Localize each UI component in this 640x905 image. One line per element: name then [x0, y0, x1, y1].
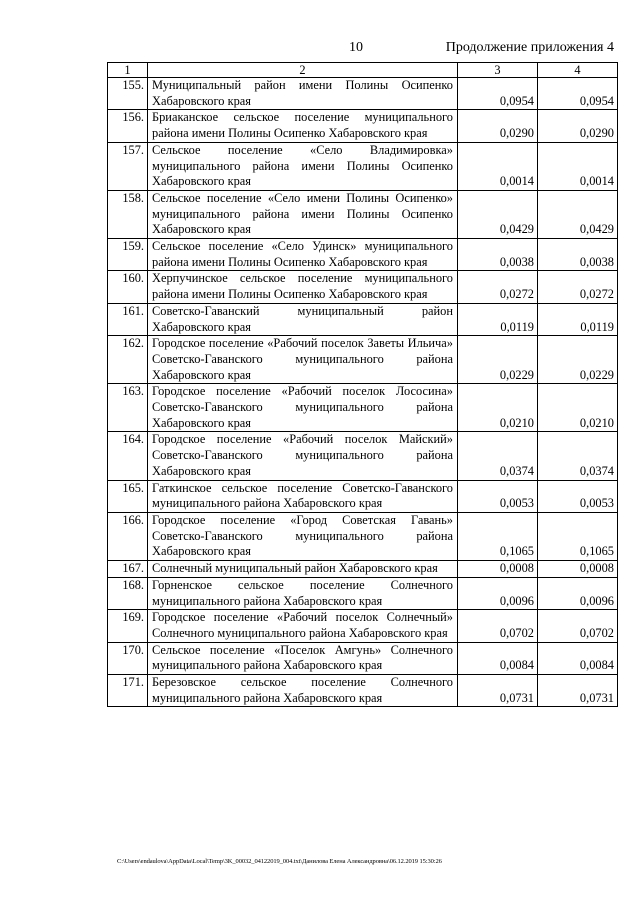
- value-col3-cell: 0,0119: [458, 303, 538, 335]
- table-row: [108, 110, 618, 142]
- territory-name-cell: Березовское сельское поселение Солнечного муниципального района Хабаровского края: [148, 675, 458, 707]
- value-col4-cell: 0,0008: [538, 561, 618, 578]
- value-col4-cell: 0,0119: [538, 303, 618, 335]
- value-col3-cell: 0,0731: [458, 675, 538, 707]
- value-col4-cell: 0,0229: [538, 336, 618, 384]
- value-col4-cell: 0,0038: [538, 239, 618, 271]
- territory-name-cell: Гаткинское сельское поселение Советско-Гаванского муниципального района Хабаровского края: [148, 480, 458, 512]
- file-path-footer: C:\Users\endaulova\AppData\Local\Temp\3K_00032_04122019_004.txt\Данилова Елена Александровна\06.12.2019 15:30:26: [117, 858, 442, 865]
- row-number-cell: 166.: [108, 512, 148, 560]
- value-col3-cell: 0,0954: [458, 78, 538, 110]
- territory-name-cell: Сельское поселение «Село Владимировка» муниципального района имени Полины Осипенко Хабаровского края: [148, 142, 458, 190]
- table-row: [108, 142, 618, 190]
- table-row: [108, 561, 618, 578]
- territory-name-cell: Городское поселение «Рабочий поселок Майский» Советско-Гаванского муниципального района Хабаровского края: [148, 432, 458, 480]
- continuation-heading: Продолжение приложения 4: [445, 40, 614, 55]
- value-col4-cell: 0,0702: [538, 610, 618, 642]
- value-col3-cell: 0,1065: [458, 512, 538, 560]
- row-number-cell: 167.: [108, 561, 148, 578]
- territory-name-cell: Муниципальный район имени Полины Осипенко Хабаровского края: [148, 78, 458, 110]
- territory-name-cell: Солнечный муниципальный район Хабаровского края: [148, 561, 458, 578]
- value-col3-cell: 0,0702: [458, 610, 538, 642]
- table-row: [108, 78, 618, 110]
- column-header: 4: [538, 63, 618, 78]
- table-row: [108, 512, 618, 560]
- territory-name-cell: Городское поселение «Рабочий поселок Заветы Ильича» Советско-Гаванского муниципального района Хабаровского края: [148, 336, 458, 384]
- row-number-cell: 171.: [108, 675, 148, 707]
- row-number-cell: 160.: [108, 271, 148, 303]
- row-number-cell: 158.: [108, 190, 148, 238]
- value-col3-cell: 0,0014: [458, 142, 538, 190]
- value-col4-cell: 0,0053: [538, 480, 618, 512]
- table-row: [108, 642, 618, 674]
- table-row: [108, 432, 618, 480]
- table-row: [108, 384, 618, 432]
- value-col3-cell: 0,0229: [458, 336, 538, 384]
- value-col3-cell: 0,0096: [458, 577, 538, 609]
- territory-name-cell: Городское поселение «Рабочий поселок Солнечный» Солнечного муниципального района Хабаровского края: [148, 610, 458, 642]
- territory-name-cell: Бриаканское сельское поселение муниципального района имени Полины Осипенко Хабаровского края: [148, 110, 458, 142]
- table-row: [108, 239, 618, 271]
- territory-name-cell: Сельское поселение «Поселок Амгунь» Солнечного муниципального района Хабаровского края: [148, 642, 458, 674]
- row-number-cell: 157.: [108, 142, 148, 190]
- territory-name-cell: Горненское сельское поселение Солнечного муниципального района Хабаровского края: [148, 577, 458, 609]
- territory-name-cell: Городское поселение «Город Советская Гавань» Советско-Гаванского муниципального района Хабаровского края: [148, 512, 458, 560]
- value-col4-cell: 0,1065: [538, 512, 618, 560]
- value-col3-cell: 0,0272: [458, 271, 538, 303]
- territory-name-cell: Херпучинское сельское поселение муниципального района имени Полины Осипенко Хабаровского края: [148, 271, 458, 303]
- row-number-cell: 162.: [108, 336, 148, 384]
- row-number-cell: 164.: [108, 432, 148, 480]
- value-col3-cell: 0,0210: [458, 384, 538, 432]
- table-row: [108, 271, 618, 303]
- value-col4-cell: 0,0954: [538, 78, 618, 110]
- value-col3-cell: 0,0374: [458, 432, 538, 480]
- row-number-cell: 165.: [108, 480, 148, 512]
- value-col3-cell: 0,0008: [458, 561, 538, 578]
- row-number-cell: 163.: [108, 384, 148, 432]
- row-number-cell: 161.: [108, 303, 148, 335]
- value-col3-cell: 0,0053: [458, 480, 538, 512]
- column-header: 2: [148, 63, 458, 78]
- row-number-cell: 168.: [108, 577, 148, 609]
- value-col3-cell: 0,0290: [458, 110, 538, 142]
- value-col4-cell: 0,0374: [538, 432, 618, 480]
- territory-name-cell: Городское поселение «Рабочий поселок Лососина» Советско-Гаванского муниципального района Хабаровского края: [148, 384, 458, 432]
- row-number-cell: 155.: [108, 78, 148, 110]
- page-number: 10: [349, 40, 363, 55]
- row-number-cell: 169.: [108, 610, 148, 642]
- table-row: [108, 480, 618, 512]
- column-number-row: [108, 63, 618, 78]
- value-col4-cell: 0,0084: [538, 642, 618, 674]
- row-number-cell: 159.: [108, 239, 148, 271]
- value-col3-cell: 0,0429: [458, 190, 538, 238]
- table-row: [108, 190, 618, 238]
- value-col4-cell: 0,0014: [538, 142, 618, 190]
- column-header: 1: [108, 63, 148, 78]
- territory-name-cell: Сельское поселение «Село имени Полины Осипенко» муниципального района имени Полины Осипенко Хабаровского края: [148, 190, 458, 238]
- table-row: [108, 675, 618, 707]
- row-number-cell: 170.: [108, 642, 148, 674]
- value-col4-cell: 0,0096: [538, 577, 618, 609]
- value-col4-cell: 0,0429: [538, 190, 618, 238]
- value-col4-cell: 0,0272: [538, 271, 618, 303]
- column-header: 3: [458, 63, 538, 78]
- table-row: [108, 336, 618, 384]
- table-row: [108, 610, 618, 642]
- value-col4-cell: 0,0731: [538, 675, 618, 707]
- row-number-cell: 156.: [108, 110, 148, 142]
- territory-name-cell: Сельское поселение «Село Удинск» муниципального района имени Полины Осипенко Хабаровского края: [148, 239, 458, 271]
- table-row: [108, 303, 618, 335]
- table-row: [108, 577, 618, 609]
- value-col3-cell: 0,0084: [458, 642, 538, 674]
- value-col3-cell: 0,0038: [458, 239, 538, 271]
- value-col4-cell: 0,0290: [538, 110, 618, 142]
- allocation-table: [107, 62, 618, 707]
- territory-name-cell: Советско-Гаванский муниципальный район Хабаровского края: [148, 303, 458, 335]
- value-col4-cell: 0,0210: [538, 384, 618, 432]
